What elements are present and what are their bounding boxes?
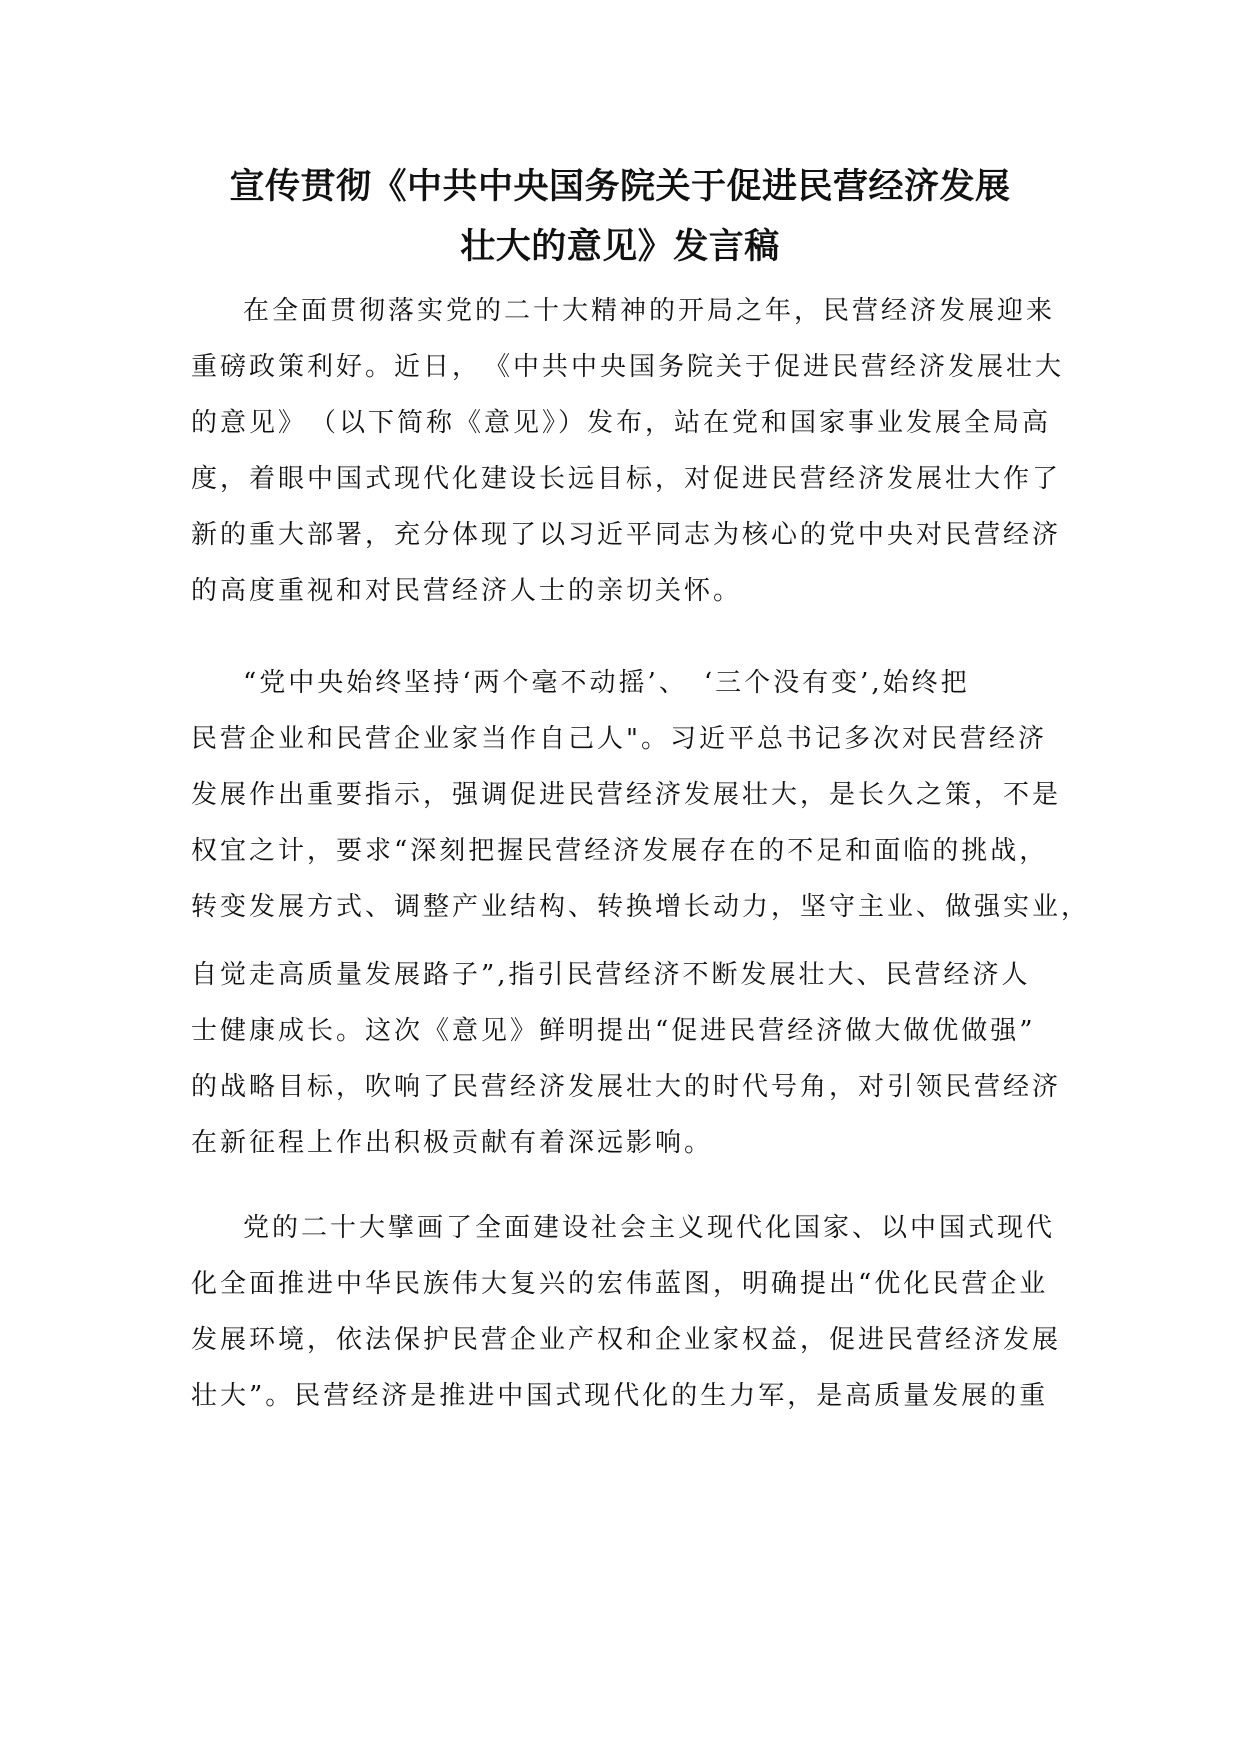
paragraph-line: 转变发展方式、调整产业结构、转换增长动力，坚守主业、做强实业， [191,892,1091,922]
document-title-line-1: 宣传贯彻《中共中央国务院关于促进民营经济发展 [229,167,1011,207]
paragraph-line: 化全面推进中华民族伟大复兴的宏伟蓝图，明确提出“优化民营企业 [191,1269,1049,1299]
paragraph-2 [191,655,1091,1171]
paragraph-line: 士健康成长。这次《意见》鲜明提出“促进民营经济做大做优做强” [191,1016,1036,1046]
paragraph-line: 发展作出重要指示，强调促进民营经济发展壮大，是长久之策，不是 [191,780,1062,810]
paragraph-line: 民营企业和民营企业家当作自己人"。习近平总书记多次对民营经济 [191,724,1047,754]
document-title-line-2: 壮大的意见》发言稿 [460,227,780,267]
paragraph-line: 度，着眼中国式现代化建设长远目标，对促进民营经济发展壮大作了 [191,464,1062,494]
paragraph-line: 的意见》 （以下简称《意见》）发布，站在党和国家事业发展全局高 [191,408,1052,438]
paragraph-line: “党中央始终坚持‘两个毫不动摇’、 ‘三个没有变’,始终把 [243,668,970,698]
paragraph-line: 的战略目标，吹响了民营经济发展壮大的时代号角，对引领民营经济 [191,1072,1062,1102]
paragraph-line: 重磅政策利好。近日， 《中共中央国务院关于促进民营经济发展壮大 [191,352,1065,382]
paragraph-line: 权宜之计，要求“深刻把握民营经济发展存在的不足和面临的挑战， [191,836,1049,866]
paragraph-1 [191,283,1063,619]
paragraph-line: 在新征程上作出积极贡献有着深远影响。 [191,1128,714,1158]
paragraph-3 [191,1200,1063,1424]
paragraph-line: 自觉走高质量发展路子”,指引民营经济不断发展壮大、民营经济人 [191,960,1031,990]
paragraph-line: 党的二十大擘画了全面建设社会主义现代化国家、以中国式现代 [243,1213,1056,1243]
paragraph-line: 新的重大部署，充分体现了以习近平同志为核心的党中央对民营经济 [191,520,1062,550]
paragraph-line: 的高度重视和对民营经济人士的亲切关怀。 [191,576,743,606]
paragraph-line: 在全面贯彻落实党的二十大精神的开局之年，民营经济发展迎来 [243,296,1056,326]
paragraph-line: 发展环境，依法保护民营企业产权和企业家权益，促进民营经济发展 [191,1325,1062,1355]
paragraph-line: 壮大”。民营经济是推进中国式现代化的生力军，是高质量发展的重 [191,1381,1049,1411]
